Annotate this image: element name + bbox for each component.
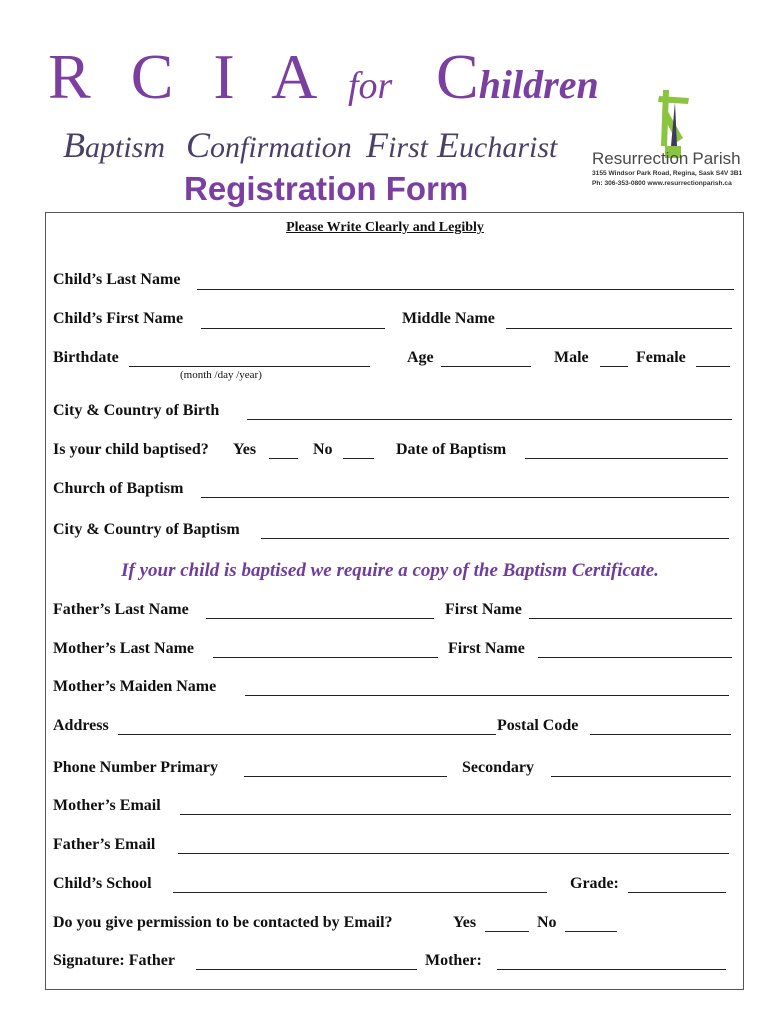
signature-mother-field[interactable] xyxy=(497,969,726,970)
mothers-last-name-field[interactable] xyxy=(213,657,438,658)
signature-father-label: Signature: Father xyxy=(53,952,175,969)
form-title: Registration Form xyxy=(184,170,469,207)
mothers-first-name-label: First Name xyxy=(448,640,525,657)
childs-first-name-label: Child’s First Name xyxy=(53,310,184,327)
fathers-last-name-field[interactable] xyxy=(206,618,434,619)
age-field[interactable] xyxy=(441,366,531,367)
address-label: Address xyxy=(53,717,109,734)
postal-code-label: Postal Code xyxy=(497,717,579,734)
date-of-baptism-label: Date of Baptism xyxy=(396,441,507,458)
city-country-baptism-field[interactable] xyxy=(261,538,729,539)
grade-field[interactable] xyxy=(628,892,726,893)
title-for: for xyxy=(348,65,393,107)
mothers-last-name-label: Mother’s Last Name xyxy=(53,640,194,657)
fathers-last-name-label: Father’s Last Name xyxy=(53,601,189,618)
grade-label: Grade: xyxy=(570,875,619,892)
phone-secondary-label: Secondary xyxy=(462,759,534,776)
childs-school-field[interactable] xyxy=(173,892,547,893)
email-permission-yes-field[interactable] xyxy=(485,931,529,932)
phone-secondary-field[interactable] xyxy=(551,776,731,777)
childs-last-name-label: Child’s Last Name xyxy=(53,271,181,288)
sacrament-confirmation: Confirmation xyxy=(186,125,352,165)
mothers-email-field[interactable] xyxy=(180,814,731,815)
church-of-baptism-label: Church of Baptism xyxy=(53,480,184,497)
email-permission-label: Do you give permission to be contacted by Email? xyxy=(53,914,393,931)
title-children xyxy=(436,40,599,114)
male-field[interactable] xyxy=(600,366,628,367)
address-field[interactable] xyxy=(118,734,496,735)
email-permission-no-field[interactable] xyxy=(565,931,617,932)
mothers-first-name-field[interactable] xyxy=(538,657,732,658)
date-of-baptism-field[interactable] xyxy=(525,458,728,459)
middle-name-field[interactable] xyxy=(506,328,732,329)
email-permission-no-label: No xyxy=(537,914,557,931)
sacrament-eucharist: Eucharist xyxy=(437,125,558,165)
baptised-yes-label: Yes xyxy=(233,441,257,458)
baptised-no-field[interactable] xyxy=(343,458,374,459)
fathers-first-name-label: First Name xyxy=(445,601,522,618)
parish-address: 3155 Windsor Park Road, Regina, Sask S4V 3B1 xyxy=(592,170,743,177)
birthdate-label: Birthdate xyxy=(53,349,119,366)
mothers-email-label: Mother’s Email xyxy=(53,797,161,814)
signature-mother-label: Mother: xyxy=(425,952,482,969)
birthdate-field[interactable] xyxy=(129,366,370,367)
childs-school-label: Child’s School xyxy=(53,875,152,892)
fathers-first-name-field[interactable] xyxy=(529,618,732,619)
form-instruction: Please Write Clearly and Legibly xyxy=(286,220,484,235)
age-label: Age xyxy=(407,349,434,366)
fathers-email-label: Father’s Email xyxy=(53,836,156,853)
phone-primary-label: Phone Number Primary xyxy=(53,759,219,776)
title-children-rest: hildren xyxy=(478,62,599,107)
sacrament-first: First xyxy=(366,125,429,165)
phone-primary-field[interactable] xyxy=(244,776,447,777)
baptised-yes-field[interactable] xyxy=(269,458,298,459)
mothers-maiden-name-field[interactable] xyxy=(245,695,729,696)
baptism-certificate-note: If your child is baptised we require a copy of the Baptism Certificate. xyxy=(121,560,659,581)
postal-code-field[interactable] xyxy=(590,734,731,735)
childs-first-name-field[interactable] xyxy=(201,328,385,329)
parish-contact: Ph: 306-353-0800 www.resurrectionparish.ca xyxy=(592,180,732,187)
title-children-cap: C xyxy=(436,41,479,112)
signature-father-field[interactable] xyxy=(196,969,417,970)
is-baptised-label: Is your child baptised? xyxy=(53,441,209,458)
city-country-baptism-label: City & Country of Baptism xyxy=(53,521,240,538)
city-country-birth-field[interactable] xyxy=(247,419,732,420)
fathers-email-field[interactable] xyxy=(178,853,729,854)
email-permission-yes-label: Yes xyxy=(453,914,477,931)
parish-name: Resurrection Parish xyxy=(592,149,741,168)
middle-name-label: Middle Name xyxy=(402,310,495,327)
female-field[interactable] xyxy=(696,366,730,367)
female-label: Female xyxy=(636,349,686,366)
city-country-birth-label: City & Country of Birth xyxy=(53,402,220,419)
birthdate-hint: (month /day /year) xyxy=(180,369,262,381)
male-label: Male xyxy=(554,349,589,366)
mothers-maiden-name-label: Mother’s Maiden Name xyxy=(53,678,217,695)
sacrament-baptism: Baptism xyxy=(63,125,166,165)
church-of-baptism-field[interactable] xyxy=(201,497,729,498)
childs-last-name-field[interactable] xyxy=(197,289,734,290)
baptised-no-label: No xyxy=(313,441,333,458)
title-rcia: R C I A xyxy=(48,41,330,112)
